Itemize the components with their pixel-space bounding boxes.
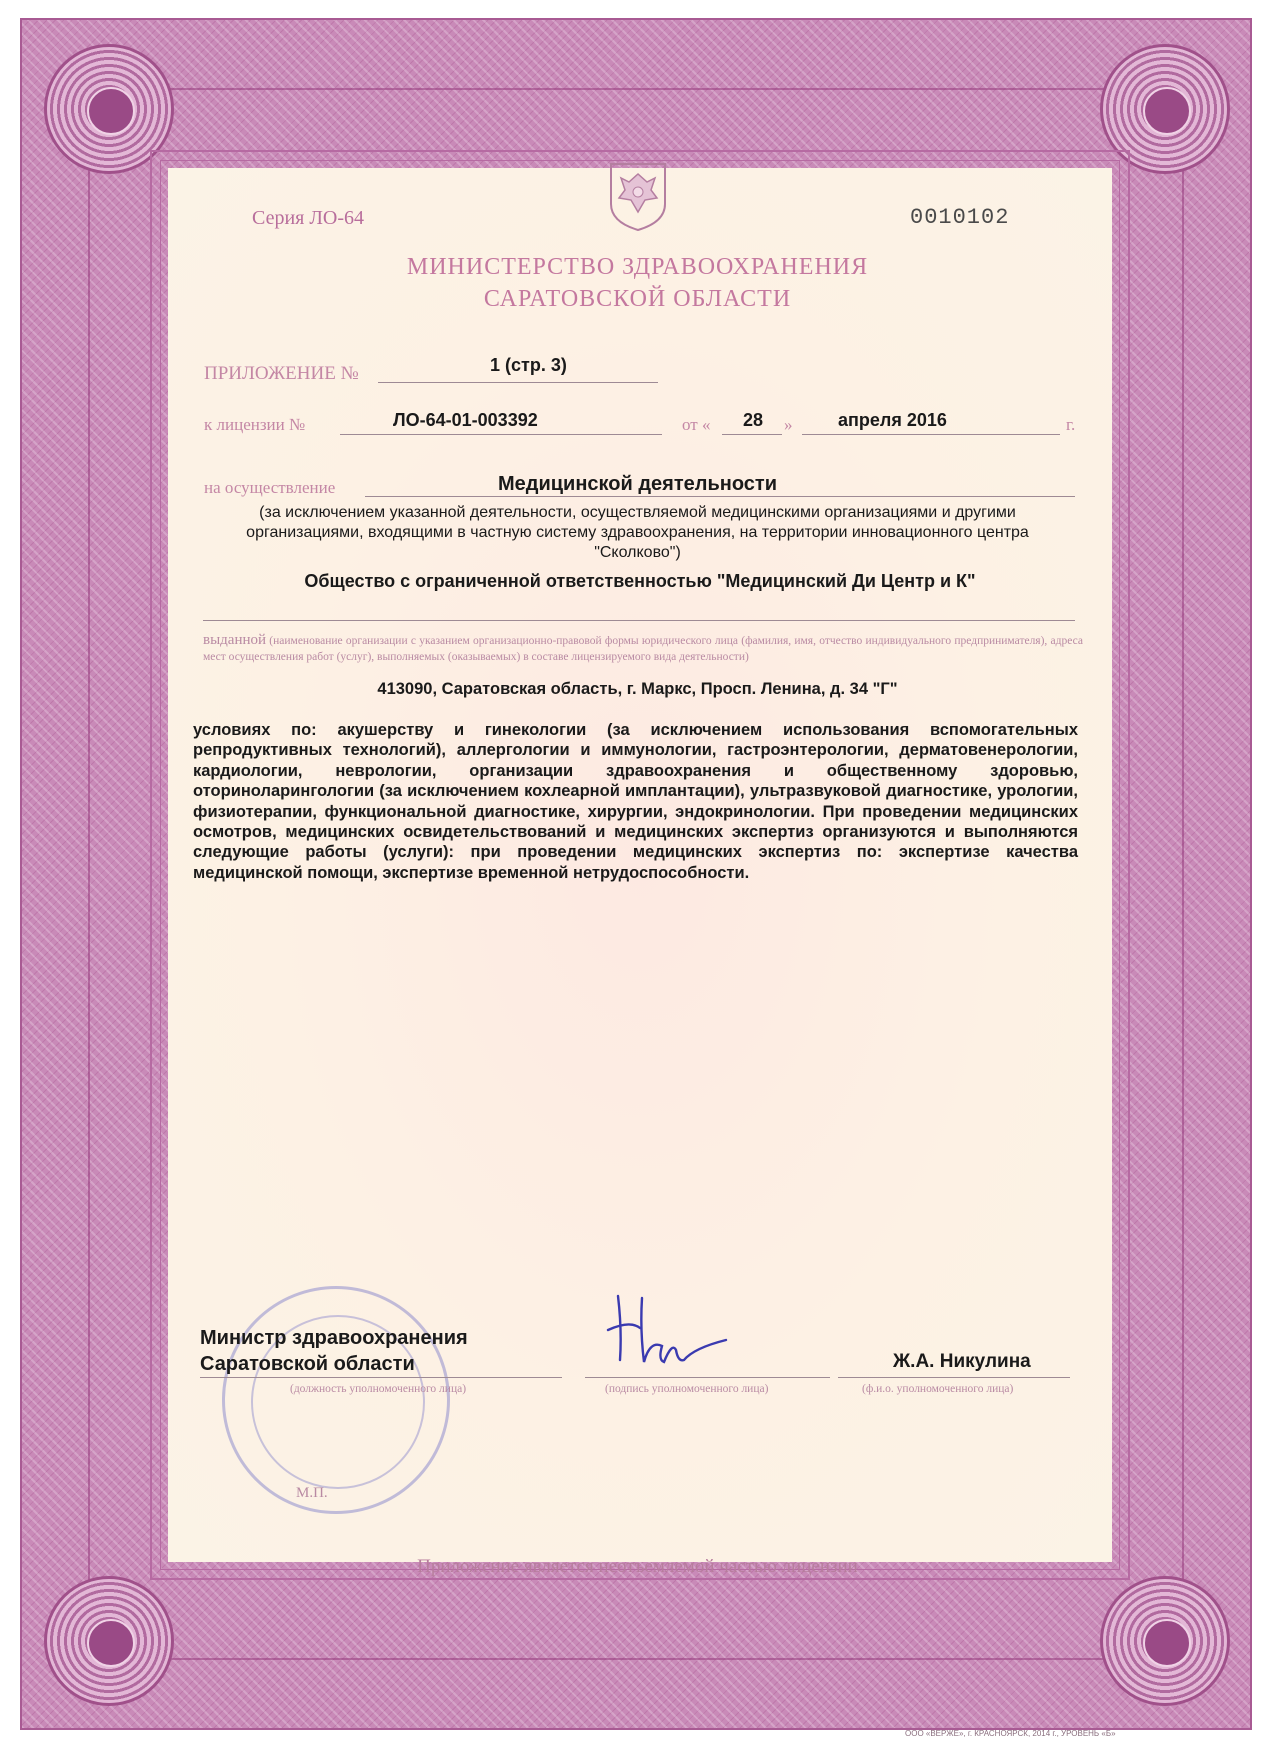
license-label: к лицензии № [204, 415, 306, 434]
appendix-label: ПРИЛОЖЕНИЕ № [204, 363, 359, 384]
official-seal [222, 1286, 450, 1514]
appendix-value: 1 (стр. 3) [490, 355, 567, 375]
activity-value: Медицинской деятельности [497, 473, 778, 495]
signatory-name: Ж.А. Никулина [893, 1351, 1031, 1372]
issued-note [203, 632, 1083, 665]
handwritten-signature [600, 1290, 730, 1380]
caption-name: (ф.и.о. уполномоченного лица) [862, 1383, 1014, 1395]
activity-label: на осуществление [204, 478, 336, 497]
corner-rosette-bottom-left [44, 1576, 174, 1706]
license-quote-close: » [784, 415, 793, 434]
license-year-suffix: г. [1066, 415, 1076, 434]
position-underline [200, 1377, 562, 1378]
stamp-place-label: М.П. [296, 1485, 328, 1501]
activity-underline [365, 496, 1075, 497]
signatory-position-line2: Саратовской области [200, 1353, 415, 1375]
issued-description: (наименование организации с указанием организационно-правовой формы юридического лица (фамилия, имя, отчество индивидуального предпринимателя), адреса мест осуществления работ (услуг), выполняемых (оказываемых) в составе лицензируемого вида деятельности) [203, 635, 1083, 663]
appendix-underline [378, 382, 658, 383]
caption-signature: (подпись уполномоченного лица) [605, 1383, 769, 1395]
activity-exclusion: (за исключением указанной деятельности, осуществляемой медицинскими организациями и другими организациями, входящими в частную систему здравоохранения, на территории инновационного центра "Сколково") [246, 504, 1029, 561]
series-label: Серия ЛО-64 [252, 207, 365, 229]
license-from-label: от « [682, 415, 711, 434]
name-underline [838, 1377, 1070, 1378]
license-number-underline [340, 434, 662, 435]
printer-imprint: ООО «ВЕРЖЕ», г. КРАСНОЯРСК, 2014 г., УРОВЕНЬ «Б» [905, 1729, 1116, 1738]
signatory-position [200, 1325, 468, 1377]
services-text: условиях по: акушерству и гинекологии (за исключением использования вспомогательных репродуктивных технологий), аллергологии и иммунологии, гастроэнтерологии, дерматовенерологии, кардиологии, неврологии, организации здравоохранения и общественному здоровью, оториноларингологии (за исключением кохлеарной имплантации), ультразвуковой диагностике, урологии, физиотерапии, функциональной диагностике, хирургии, эндокринологии. При проведении медицинских осмотров, медицинских освидетельствований и медицинских экспертиз организуются и выполняются следующие работы (услуги): при проведении медицинских экспертиз по: экспертизе качества медицинской помощи, экспертизе временной нетрудоспособности. [193, 721, 1078, 882]
footer-note: Приложение является неотъемлемой частью лицензии [417, 1556, 858, 1577]
organization-underline [203, 620, 1075, 621]
form-number: 0010102 [910, 205, 1010, 230]
address: 413090, Саратовская область, г. Маркс, Просп. Ленина, д. 34 "Г" [377, 680, 898, 698]
coat-of-arms-icon [607, 160, 669, 232]
organization-name: Общество с ограниченной ответственностью "Медицинский Ди Центр и К" [304, 571, 976, 591]
license-number: ЛО-64-01-003392 [393, 410, 538, 430]
signatory-position-line1: Министр здравоохранения [200, 1327, 468, 1349]
signature-underline [585, 1377, 830, 1378]
license-day: 28 [743, 410, 764, 430]
license-month-underline [802, 434, 1060, 435]
caption-position: (должность уполномоченного лица) [290, 1383, 467, 1395]
license-day-underline [722, 434, 782, 435]
corner-rosette-bottom-right [1100, 1576, 1230, 1706]
issued-label: выданной [203, 632, 267, 648]
license-month-year: апреля 2016 [838, 410, 947, 430]
ministry-title-line1: МИНИСТЕРСТВО ЗДРАВООХРАНЕНИЯ [406, 254, 869, 280]
ministry-title-line2: САРАТОВСКОЙ ОБЛАСТИ [483, 286, 792, 312]
